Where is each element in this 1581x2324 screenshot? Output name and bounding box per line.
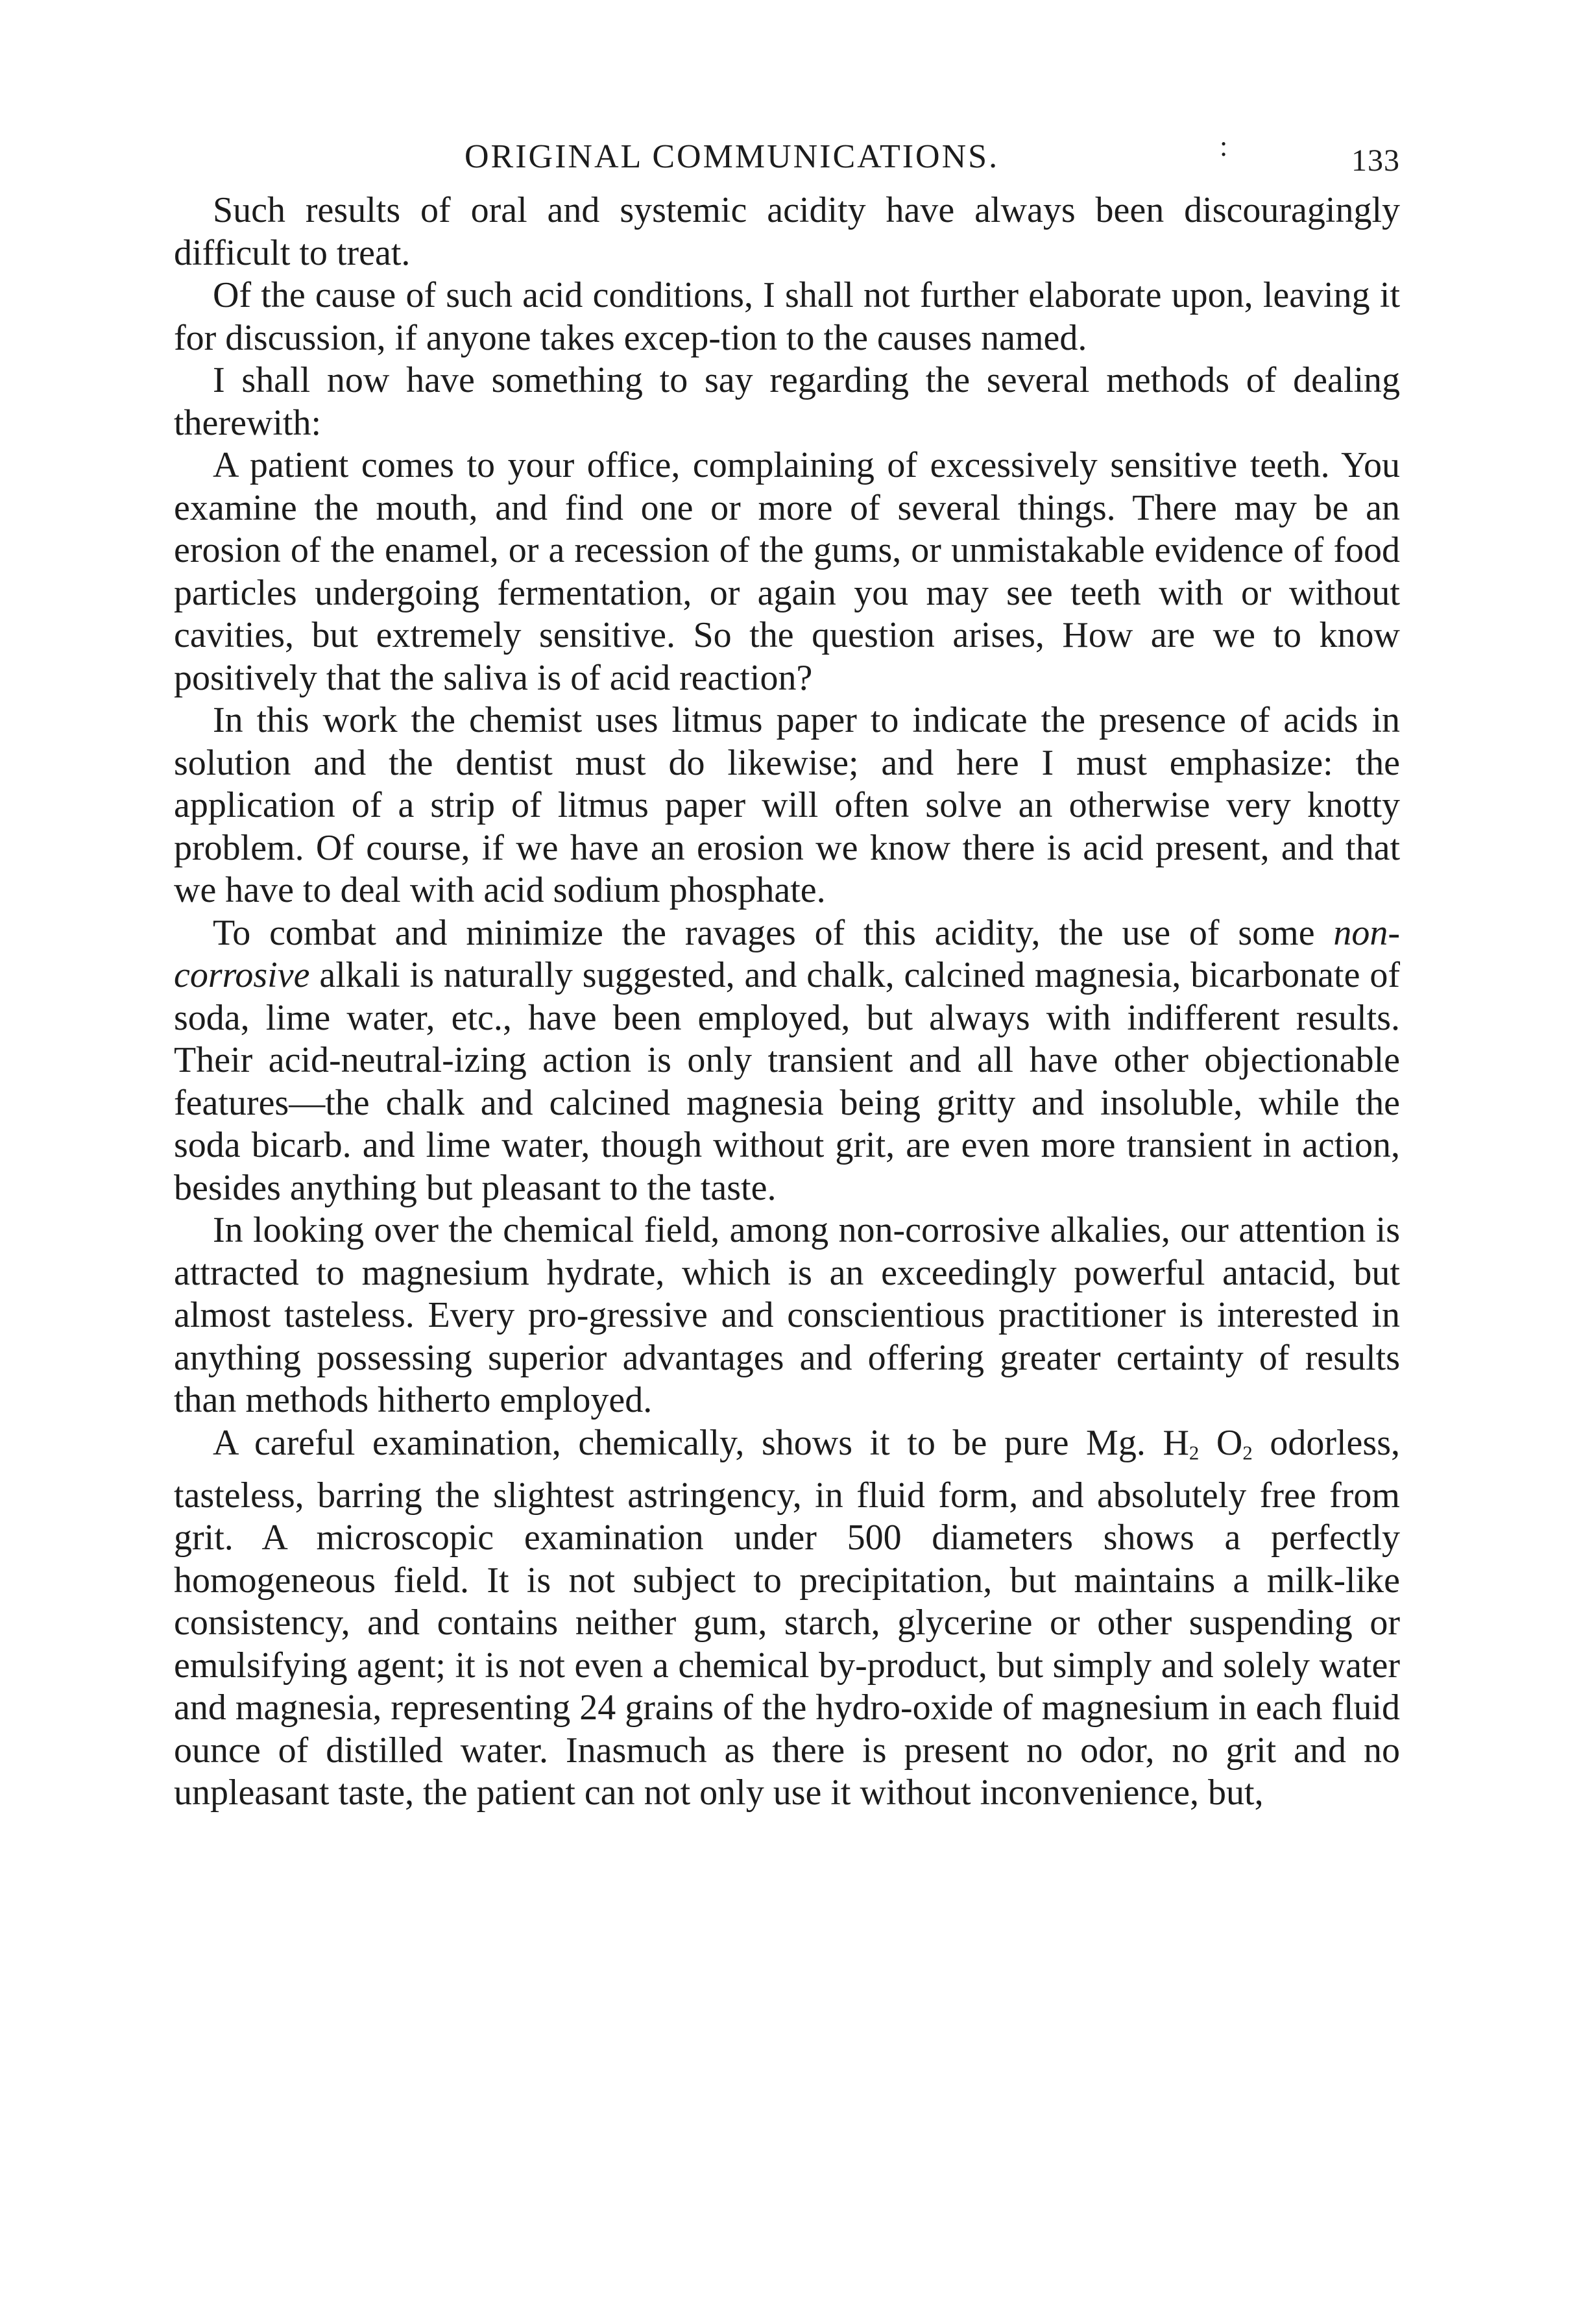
paragraph-2: Of the cause of such acid conditions, I shall not further elaborate upon, leaving it for discussion, if anyone takes excep-tion to the causes named.	[174, 275, 1400, 358]
italic-term: non-corrosive	[174, 912, 1400, 995]
paragraph-8-text-start: A careful examination, chemically, shows it to be pure Mg. H	[213, 1422, 1189, 1463]
running-head-title: ORIGINAL COMMUNICATIONS.	[465, 138, 1000, 175]
running-head-colon: :	[1220, 130, 1230, 162]
book-page	[174, 123, 1400, 1815]
paragraph-8-text-mid: O	[1199, 1422, 1243, 1463]
paragraph-8-text-end: odorless, tasteless, barring the slightest astringency, in fluid form, and absolutely free from grit. A microscopic examination under 500 diameters shows a perfectly homogeneous field. It is not subject to precipitation, but maintains a milk-like consistency, and contains neither gum, starch, glycerine or other suspending or emulsifying agent; it is not even a chemical by-product, but simply and solely water and magnesia, representing 24 grains of the hydro-oxide of magnesium in each fluid ounce of distilled water. Inasmuch as there is present no odor, no grit and no unpleasant taste, the patient can not only use it without inconvenience, but,	[174, 1422, 1400, 1813]
paragraph-8	[174, 1422, 1400, 1815]
paragraph-1: Such results of oral and systemic acidity have always been discouragingly difficult to treat.	[174, 190, 1400, 273]
paragraph-7: In looking over the chemical field, among non-corrosive alkalies, our attention is attracted to magnesium hydrate, which is an exceedingly powerful antacid, but almost tasteless. Every pro-gressive and conscientious practitioner is interested in anything possessing superior advantages and offering greater certainty of results than methods hitherto employed.	[174, 1210, 1400, 1420]
paragraph-5: In this work the chemist uses litmus paper to indicate the presence of acids in solution and the dentist must do likewise; and here I must emphasize: the application of a strip of litmus paper will often solve an otherwise very knotty problem. Of course, if we have an erosion we know there is acid present, and that we have to deal with acid sodium phosphate.	[174, 700, 1400, 910]
paragraph-3: I shall now have something to say regarding the several methods of dealing therewith:	[174, 360, 1400, 443]
running-head	[174, 123, 1400, 188]
paragraph-6-text-start: To combat and minimize the ravages of this acidity, the use of some	[213, 912, 1334, 953]
body-text	[174, 189, 1400, 1815]
subscript-o: 2	[1242, 1442, 1253, 1464]
paragraph-6-text-end: alkali is naturally suggested, and chalk, calcined magnesia, bicarbonate of soda, lime water, etc., have been employed, but always with indifferent results. Their acid-neutral-izing action is only transient and all have other objectionable features—the chalk and calcined magnesia being gritty and insoluble, while the soda bicarb. and lime water, though without grit, are even more transient in action, besides anything but pleasant to the taste.	[174, 955, 1400, 1208]
paragraph-6	[174, 912, 1400, 1210]
subscript-h: 2	[1189, 1442, 1200, 1464]
paragraph-4: A patient comes to your office, complaining of excessively sensitive teeth. You examine the mouth, and find one or more of several things. There may be an erosion of the enamel, or a recession of the gums, or unmistakable evidence of food particles undergoing fermentation, or again you may see teeth with or without cavities, but extremely sensitive. So the question arises, How are we to know positively that the saliva is of acid reaction?	[174, 445, 1400, 698]
page-number: 133	[1351, 143, 1400, 178]
